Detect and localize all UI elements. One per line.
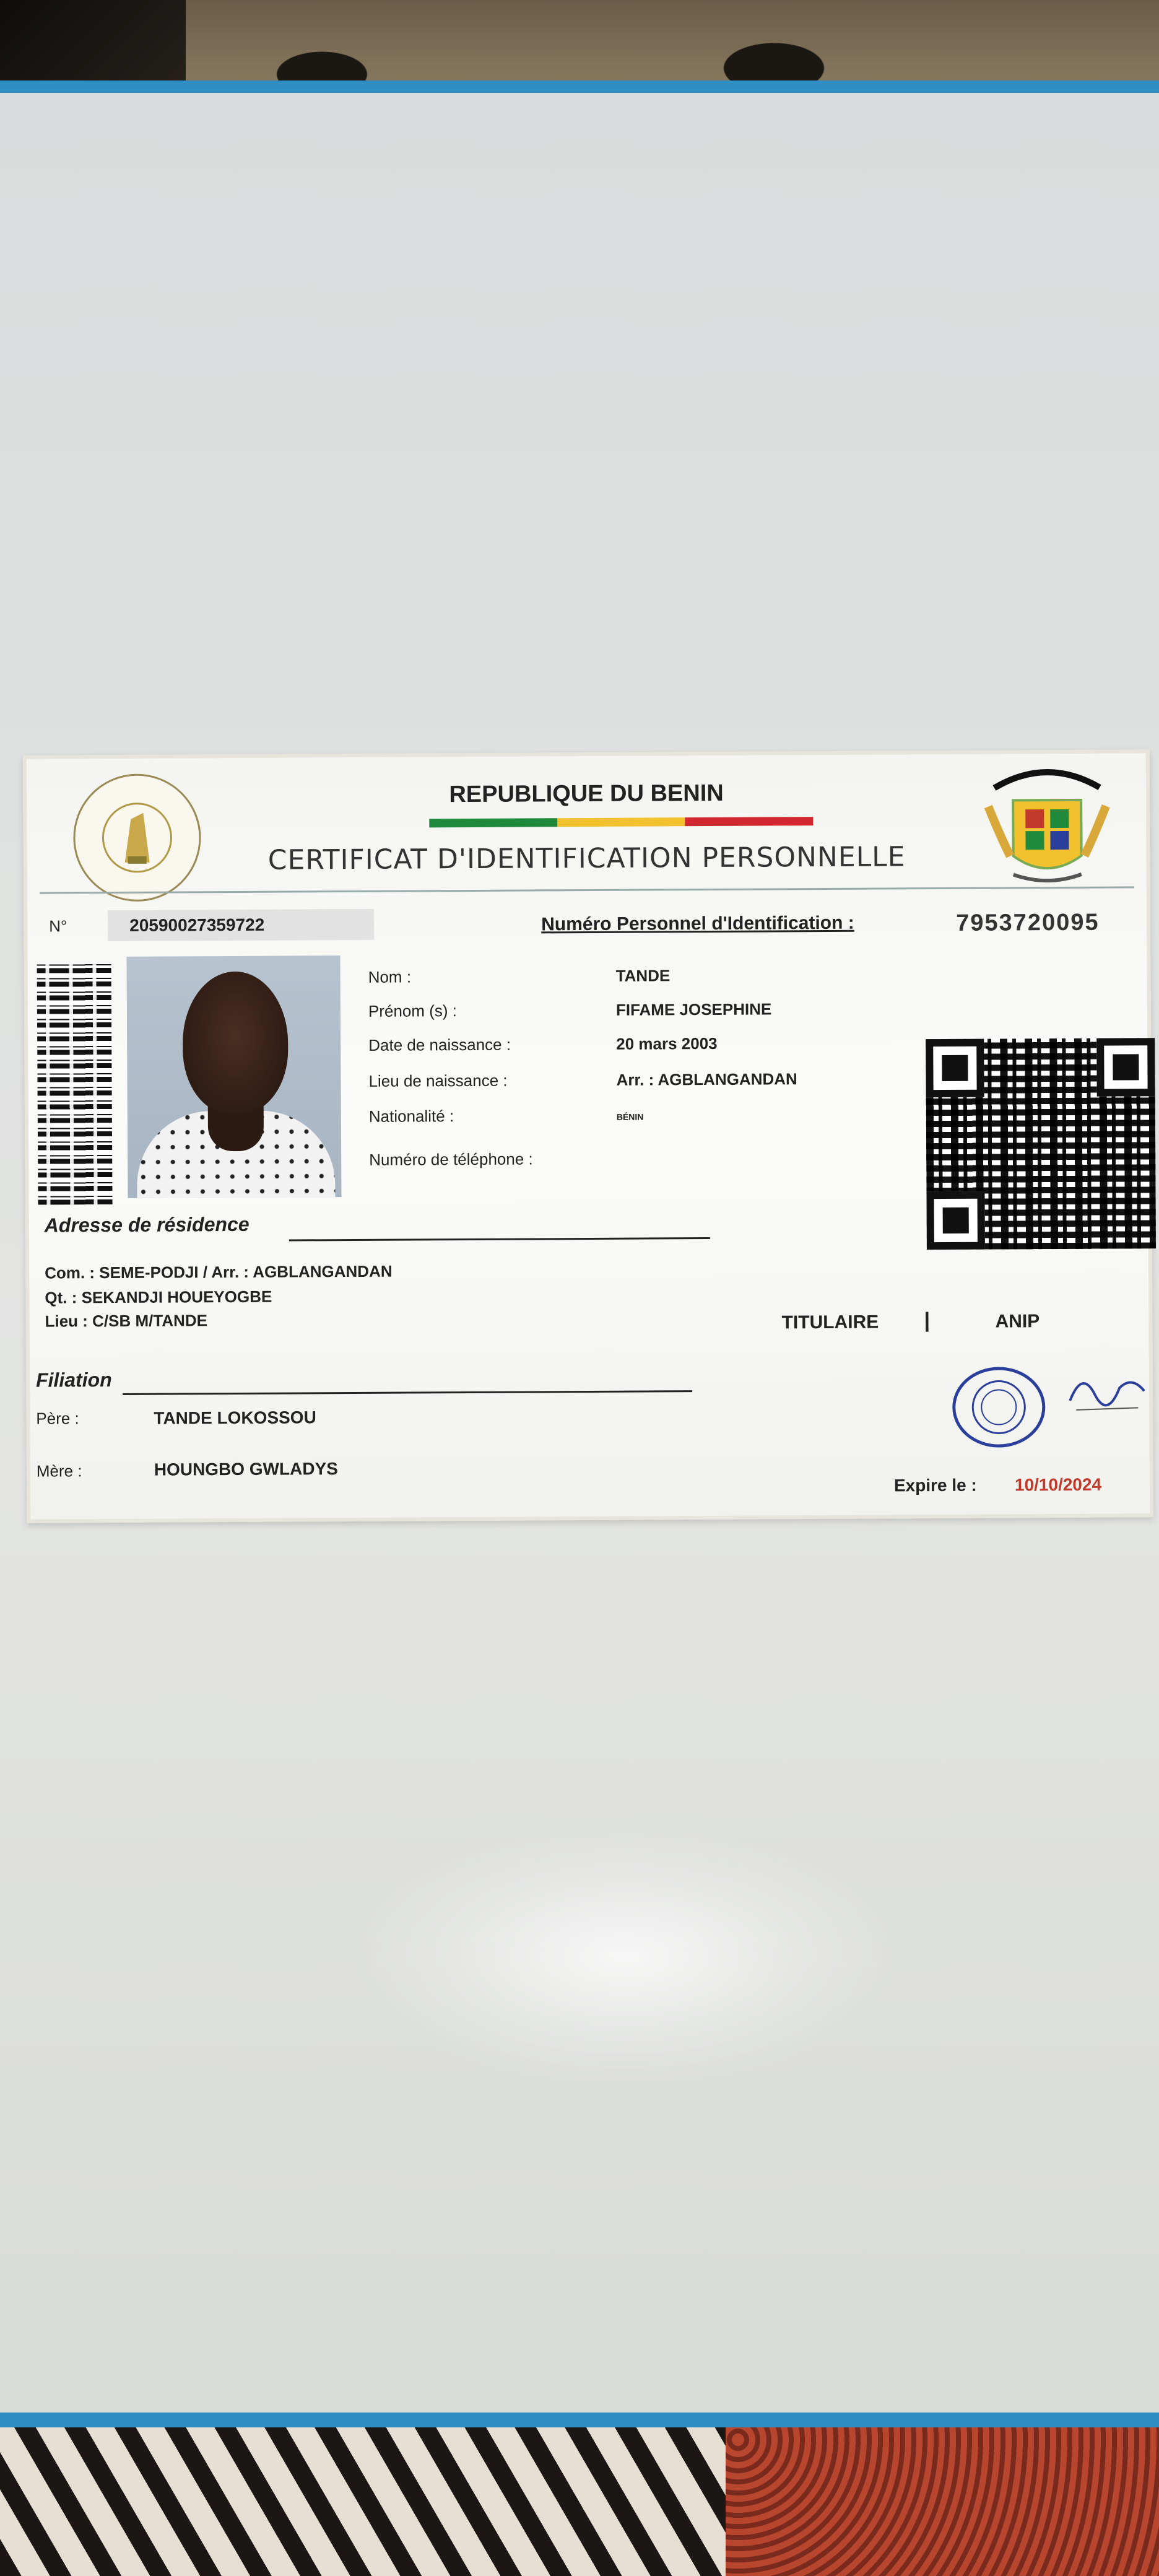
expiry-value: 10/10/2024 <box>1014 1474 1102 1495</box>
dob-label: Date de naissance : <box>368 1035 511 1055</box>
card-number-label: N° <box>49 916 67 936</box>
titulaire-label: TITULAIRE <box>781 1312 879 1333</box>
address-line-3: Lieu : C/SB M/TANDE <box>45 1311 208 1331</box>
father-label: Père : <box>36 1409 79 1428</box>
card-number-value: 20590027359722 <box>108 909 374 941</box>
anip-label: ANIP <box>995 1311 1040 1332</box>
address-label: Adresse de résidence <box>44 1212 250 1237</box>
holder-photo <box>126 955 341 1198</box>
qr-code <box>926 1038 1156 1250</box>
benin-coat-of-arms-icon <box>973 759 1122 896</box>
barcode <box>37 963 113 1205</box>
phone-label: Numéro de téléphone : <box>369 1149 533 1169</box>
signature-icon <box>1064 1363 1150 1419</box>
expiry-label: Expire le : <box>893 1475 977 1495</box>
filiation-underline <box>123 1390 692 1395</box>
npi-value: 7953720095 <box>956 909 1100 936</box>
pob-label: Lieu de naissance : <box>368 1071 508 1090</box>
prenom-value: FIFAME JOSEPHINE <box>615 999 772 1019</box>
filiation-label: Filiation <box>35 1368 112 1391</box>
nationality-value: BÉNIN <box>616 1112 644 1122</box>
nom-value: TANDE <box>615 966 671 985</box>
pob-value: Arr. : AGBLANGANDAN <box>616 1069 797 1089</box>
country-title: REPUBLIQUE DU BENIN <box>449 780 724 808</box>
nationality-label: Nationalité : <box>368 1107 454 1126</box>
id-card <box>23 749 1153 1523</box>
address-line-1: Com. : SEME-PODJI / Arr. : AGBLANGANDAN <box>45 1261 393 1282</box>
dob-value: 20 mars 2003 <box>616 1033 718 1053</box>
document-title: CERTIFICAT D'IDENTIFICATION PERSONNELLE <box>267 841 906 876</box>
fabric-background-bottom <box>0 2427 1159 2576</box>
npi-label: Numéro Personnel d'Identification : <box>541 912 854 935</box>
mother-value: HOUNGBO GWLADYS <box>154 1459 338 1479</box>
mother-label: Mère : <box>36 1461 82 1481</box>
prenom-label: Prénom (s) : <box>368 1001 458 1020</box>
address-line-2: Qt. : SEKANDJI HOUEYOGBE <box>45 1287 272 1307</box>
address-underline <box>289 1237 710 1242</box>
official-stamp-icon <box>952 1367 1046 1448</box>
flag-stripe <box>429 817 813 827</box>
nom-label: Nom : <box>368 967 412 986</box>
header-divider <box>40 886 1134 894</box>
light-glare <box>347 1827 904 2087</box>
signature-separator: | <box>924 1308 931 1333</box>
father-value: TANDE LOKOSSOU <box>154 1408 316 1428</box>
